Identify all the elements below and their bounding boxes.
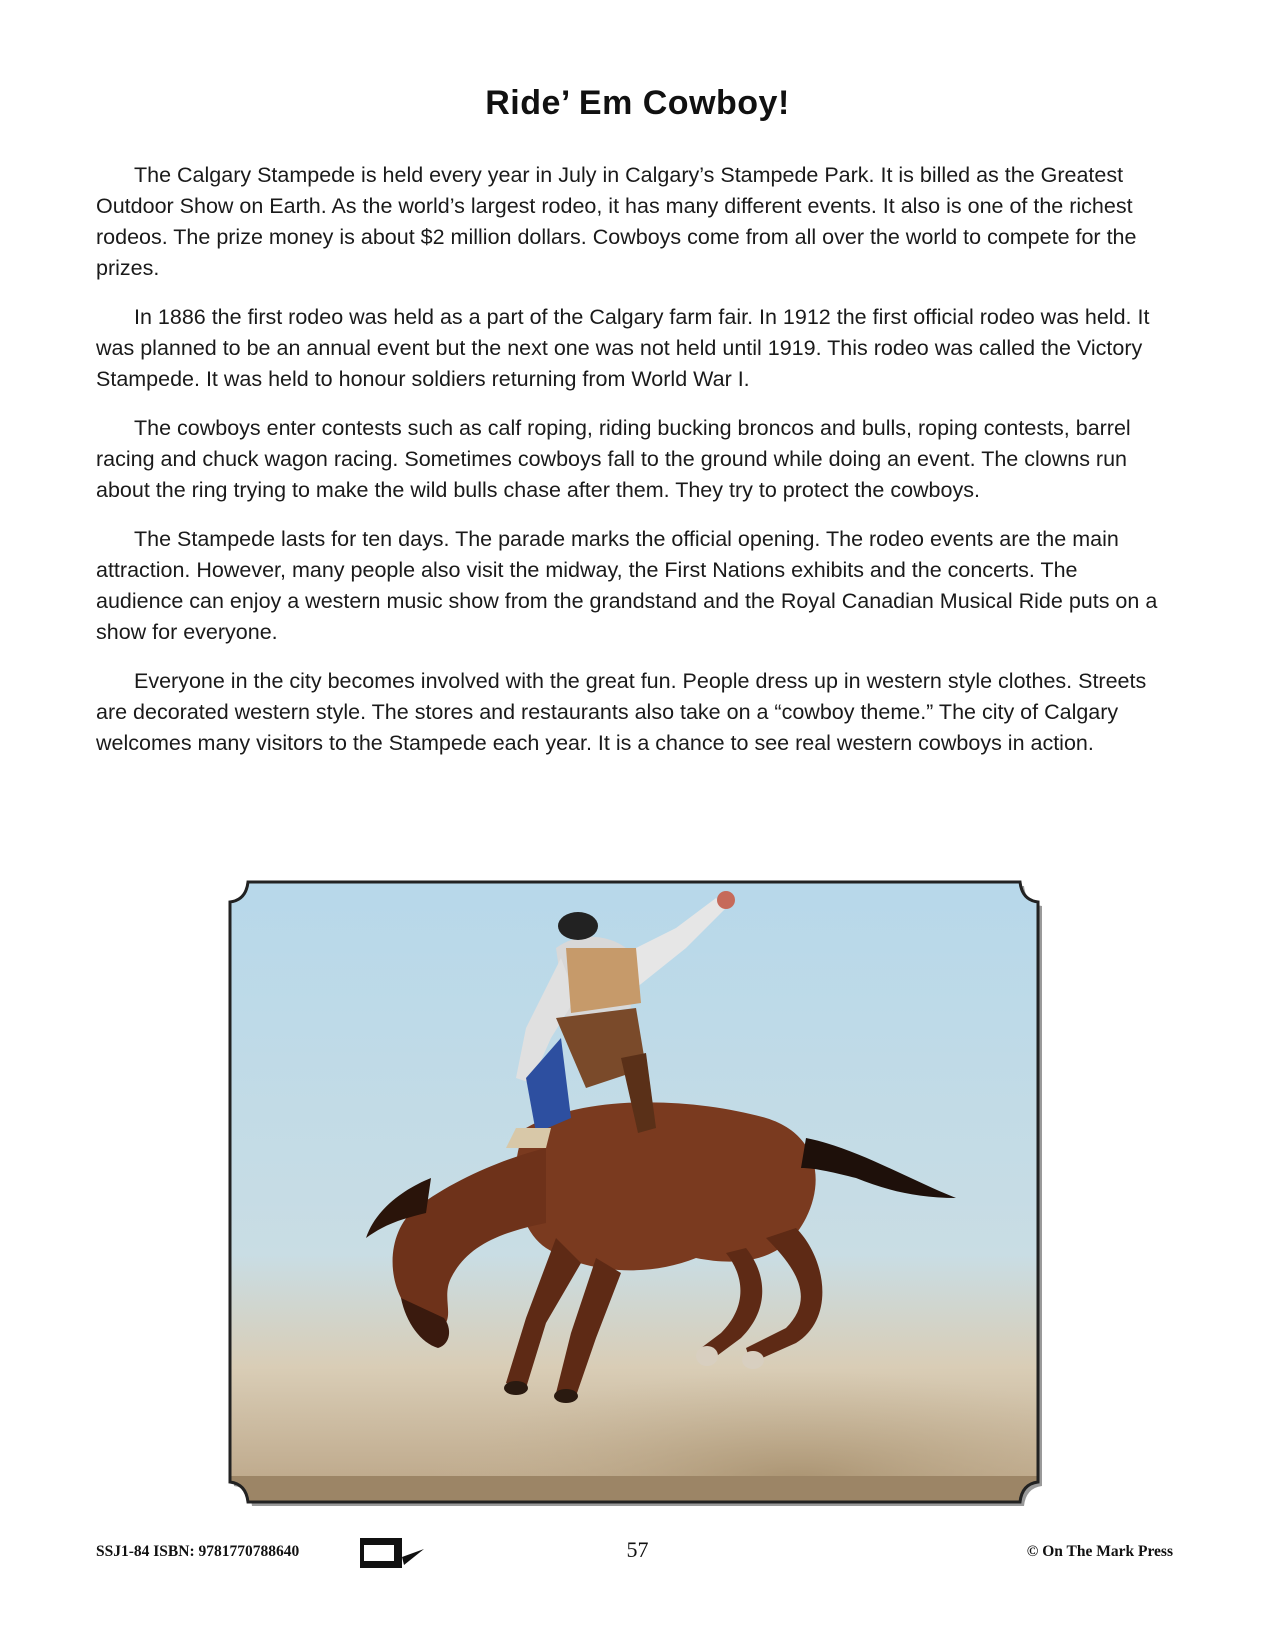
page-number: 57	[626, 1537, 649, 1562]
paragraph: Everyone in the city becomes involved with the great fun. People dress up in western style clothes. Streets are decorated western style. The stores and restaurants also take on a “cowboy theme.” The city of Calgary welcomes many visitors to the Stampede each year. It is a chance to see real western cowboys in action.	[96, 669, 1147, 755]
article-body	[96, 160, 1166, 777]
footer-publisher: © On The Mark Press	[1026, 1543, 1173, 1560]
paragraph: In 1886 the first rodeo was held as a part of the Calgary farm fair. In 1912 the first official rodeo was held. It was planned to be an annual event but the next one was not held until 1919. This rodeo was called the Victory Stampede. It was held to honour soldiers returning from World War I.	[96, 305, 1150, 391]
rodeo-photo	[226, 878, 1042, 1506]
paragraph: The Calgary Stampede is held every year in July in Calgary’s Stampede Park. It is billed as the Greatest Outdoor Show on Earth. As the world’s largest rodeo, it has many different events. It also is one of the richest rodeos. The prize money is about $2 million dollars. Cowboys come from all over the world to compete for the prizes.	[96, 163, 1137, 280]
paragraph: The cowboys enter contests such as calf roping, riding bucking broncos and bulls, roping contests, barrel racing and chuck wagon racing. Sometimes cowboys fall to the ground while doing an event. The clowns run about the ring trying to make the wild bulls chase after them. They try to protect the cowboys.	[96, 416, 1131, 502]
paragraph: The Stampede lasts for ten days. The parade marks the official opening. The rodeo events are the main attraction. However, many people also visit the midway, the First Nations exhibits and the concerts. The audience can enjoy a western music show from the grandstand and the Royal Canadian Musical Ride puts on a show for everyone.	[96, 527, 1158, 644]
page-footer	[0, 1535, 1275, 1575]
page-title: Ride’ Em Cowboy!	[485, 84, 790, 122]
footer-isbn: SSJ1-84 ISBN: 9781770788640	[96, 1543, 300, 1560]
